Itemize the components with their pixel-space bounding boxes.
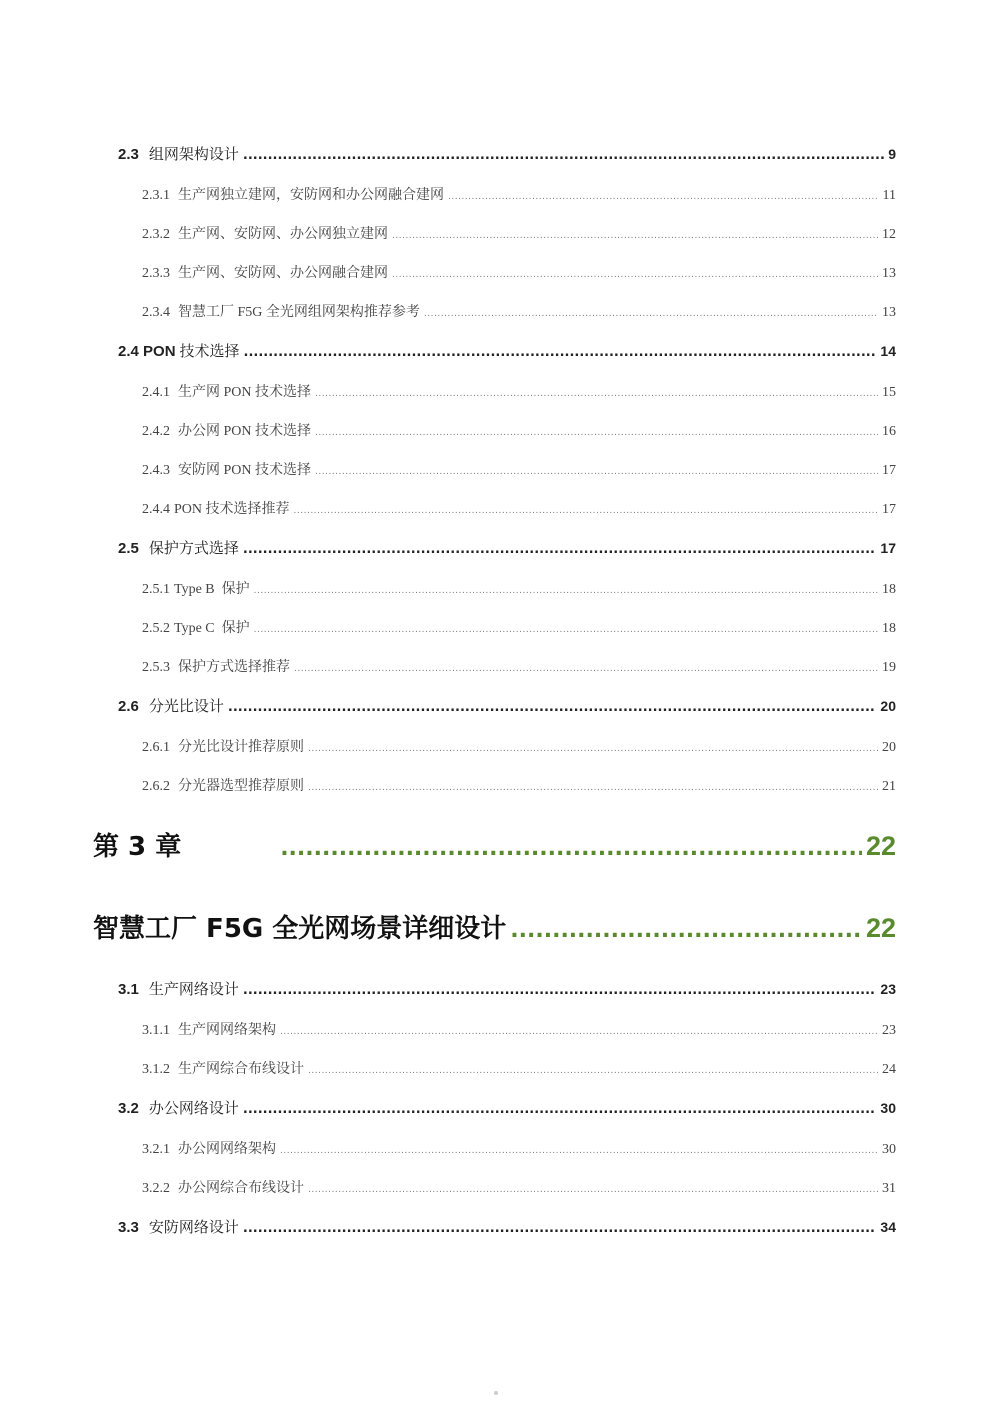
dot-leader — [308, 1185, 878, 1195]
toc-entry-number: 2.3.1 — [142, 188, 170, 203]
toc-entry-title: 办公网网络架构 — [178, 1142, 276, 1157]
toc-chapter-label: 第 3 章 — [93, 832, 182, 862]
toc-entry-title: PON 技术选择推荐 — [174, 502, 290, 517]
toc-entry-title: 生产网络设计 — [148, 980, 239, 998]
toc-page-number: 12 — [882, 227, 896, 242]
toc-entry-number: 2.3.4 — [142, 305, 170, 320]
toc-entry-title: 安防网络设计 — [148, 1218, 239, 1236]
toc-entry-number: 2.3 — [118, 146, 139, 163]
toc-entry-title: 生产网、安防网、办公网融合建网 — [178, 266, 388, 281]
toc-entry-title: 分光比设计推荐原则 — [178, 740, 304, 755]
dot-leader — [228, 700, 877, 715]
toc-page-number: 11 — [882, 188, 896, 203]
toc-entry-2-3[interactable] — [118, 143, 896, 164]
toc-entry-title: 生产网综合布线设计 — [178, 1062, 304, 1077]
toc-entry-2-4-3[interactable] — [142, 459, 896, 479]
dot-leader — [254, 625, 878, 635]
toc-entry-number: 2.4.2 — [142, 424, 170, 439]
toc-entry-3-1-1[interactable] — [142, 1019, 896, 1039]
toc-entry-2-5-2[interactable] — [142, 617, 896, 637]
dot-leader — [243, 148, 884, 163]
toc-entry-title: Type B 保护 — [174, 582, 250, 597]
toc-page-number: 22 — [865, 913, 896, 943]
toc-page-number: 13 — [882, 305, 896, 320]
dot-leader — [294, 506, 878, 516]
dot-leader — [280, 836, 862, 861]
toc-page-number: 17 — [880, 540, 896, 556]
dot-leader — [308, 783, 878, 793]
toc-entry-chapter-3-title[interactable] — [93, 908, 896, 945]
dot-leader — [392, 270, 878, 280]
toc-page-number: 9 — [888, 146, 896, 162]
toc-entry-title: 保护方式选择推荐 — [178, 660, 290, 675]
toc-entry-2-5[interactable] — [118, 537, 896, 558]
toc-entry-number: 2.6.2 — [142, 779, 170, 794]
dot-leader — [243, 1102, 877, 1117]
toc-page-number: 34 — [880, 1219, 896, 1235]
dot-leader — [294, 664, 878, 674]
toc-entry-title: 组网架构设计 — [148, 145, 239, 163]
toc-entry-title: 办公网综合布线设计 — [178, 1181, 304, 1196]
toc-page-number: 14 — [880, 343, 896, 359]
toc-entry-2-3-3[interactable] — [142, 262, 896, 282]
toc-page-number: 18 — [882, 621, 896, 636]
toc-entry-number: 3.2 — [118, 1100, 139, 1117]
toc-entry-number: 3.1.2 — [142, 1062, 170, 1077]
dot-leader — [254, 586, 878, 596]
toc-entry-2-6-2[interactable] — [142, 775, 896, 795]
toc-entry-2-5-3[interactable] — [142, 656, 896, 676]
toc-entry-2-3-4[interactable] — [142, 301, 896, 321]
toc-entry-number: 2.6.1 — [142, 740, 170, 755]
dot-leader — [243, 542, 877, 557]
toc-entry-3-1-2[interactable] — [142, 1058, 896, 1078]
toc-entry-3-3[interactable] — [118, 1216, 896, 1237]
toc-entry-title: Type C 保护 — [174, 621, 250, 636]
toc-page-number: 19 — [882, 660, 896, 675]
toc-entry-2-4-2[interactable] — [142, 420, 896, 440]
dot-leader — [448, 192, 879, 202]
toc-page-number: 18 — [882, 582, 896, 597]
toc-entry-number: 2.6 — [118, 698, 139, 715]
toc-entry-number: 2.5 — [118, 540, 139, 557]
dot-leader — [424, 309, 878, 319]
toc-page-number: 31 — [882, 1181, 896, 1196]
toc-page-number: 23 — [882, 1023, 896, 1038]
toc-entry-2-4[interactable] — [118, 340, 896, 361]
toc-entry-2-3-1[interactable] — [142, 184, 896, 204]
toc-entry-title: 办公网络设计 — [148, 1099, 239, 1117]
toc-page-number: 30 — [882, 1142, 896, 1157]
toc-entry-title: 技术选择 — [179, 342, 240, 360]
toc-entry-title: 办公网 PON 技术选择 — [178, 424, 312, 439]
toc-entry-title: 安防网 PON 技术选择 — [178, 463, 312, 478]
toc-entry-title: 保护方式选择 — [148, 539, 239, 557]
dot-leader — [392, 231, 878, 241]
toc-page-number: 24 — [882, 1062, 896, 1077]
toc-entry-number: 2.4 PON — [118, 343, 176, 360]
toc-entry-3-2-2[interactable] — [142, 1177, 896, 1197]
toc-entry-2-3-2[interactable] — [142, 223, 896, 243]
toc-entry-number: 2.5.1 — [142, 582, 170, 597]
toc-entry-number: 2.3.3 — [142, 266, 170, 281]
toc-entry-number: 2.4.3 — [142, 463, 170, 478]
toc-entry-3-2-1[interactable] — [142, 1138, 896, 1158]
toc-entry-number: 3.1.1 — [142, 1023, 170, 1038]
dot-leader — [243, 983, 877, 998]
dot-leader — [315, 467, 878, 477]
toc-chapter-title: 智慧工厂 F5G 全光网场景详细设计 — [93, 914, 507, 944]
toc-page-number: 20 — [882, 740, 896, 755]
page-footer-mark — [494, 1391, 498, 1395]
toc-entry-2-4-4[interactable] — [142, 498, 896, 518]
toc-page-number: 23 — [880, 981, 896, 997]
toc-page-number: 17 — [882, 463, 896, 478]
dot-leader — [308, 744, 878, 754]
toc-entry-number: 2.3.2 — [142, 227, 170, 242]
toc-entry-title: 生产网网络架构 — [178, 1023, 276, 1038]
dot-leader — [308, 1066, 878, 1076]
toc-entry-3-2[interactable] — [118, 1097, 896, 1118]
dot-leader — [280, 1027, 878, 1037]
toc-entry-title: 分光器选型推荐原则 — [178, 779, 304, 794]
dot-leader — [244, 345, 877, 360]
toc-entry-chapter-3[interactable] — [93, 826, 896, 863]
toc-entry-number: 2.4.1 — [142, 385, 170, 400]
toc-entry-3-1[interactable] — [118, 978, 896, 999]
toc-entry-number: 2.5.2 — [142, 621, 170, 636]
toc-page-number: 17 — [882, 502, 896, 517]
toc-page-number: 21 — [882, 779, 896, 794]
toc-entry-title: 生产网、安防网、办公网独立建网 — [178, 227, 388, 242]
toc-entry-title: 智慧工厂 F5G 全光网组网架构推荐参考 — [178, 305, 420, 320]
dot-leader — [243, 1221, 877, 1236]
dot-leader — [280, 1146, 878, 1156]
toc-entry-number: 3.2.2 — [142, 1181, 170, 1196]
toc-entry-2-6-1[interactable] — [142, 736, 896, 756]
toc-page-number: 13 — [882, 266, 896, 281]
toc-entry-title: 分光比设计 — [148, 697, 224, 715]
toc-entry-number: 3.1 — [118, 981, 139, 998]
toc-entry-2-6[interactable] — [118, 695, 896, 716]
dot-leader — [315, 389, 878, 399]
dot-leader — [510, 918, 862, 943]
toc-page-number: 15 — [882, 385, 896, 400]
toc-entry-2-5-1[interactable] — [142, 578, 896, 598]
toc-entry-2-4-1[interactable] — [142, 381, 896, 401]
toc-entry-number: 2.4.4 — [142, 502, 170, 517]
toc-page-number: 16 — [882, 424, 896, 439]
toc-page-number: 20 — [880, 698, 896, 714]
dot-leader — [315, 428, 878, 438]
toc-entry-title: 生产网独立建网，安防网和办公网融合建网 — [178, 188, 444, 203]
toc-entry-title: 生产网 PON 技术选择 — [178, 385, 312, 400]
toc-page-number: 22 — [865, 831, 896, 861]
toc-entry-number: 2.5.3 — [142, 660, 170, 675]
toc-entry-number: 3.3 — [118, 1219, 139, 1236]
toc-page-number: 30 — [880, 1100, 896, 1116]
toc-entry-number: 3.2.1 — [142, 1142, 170, 1157]
